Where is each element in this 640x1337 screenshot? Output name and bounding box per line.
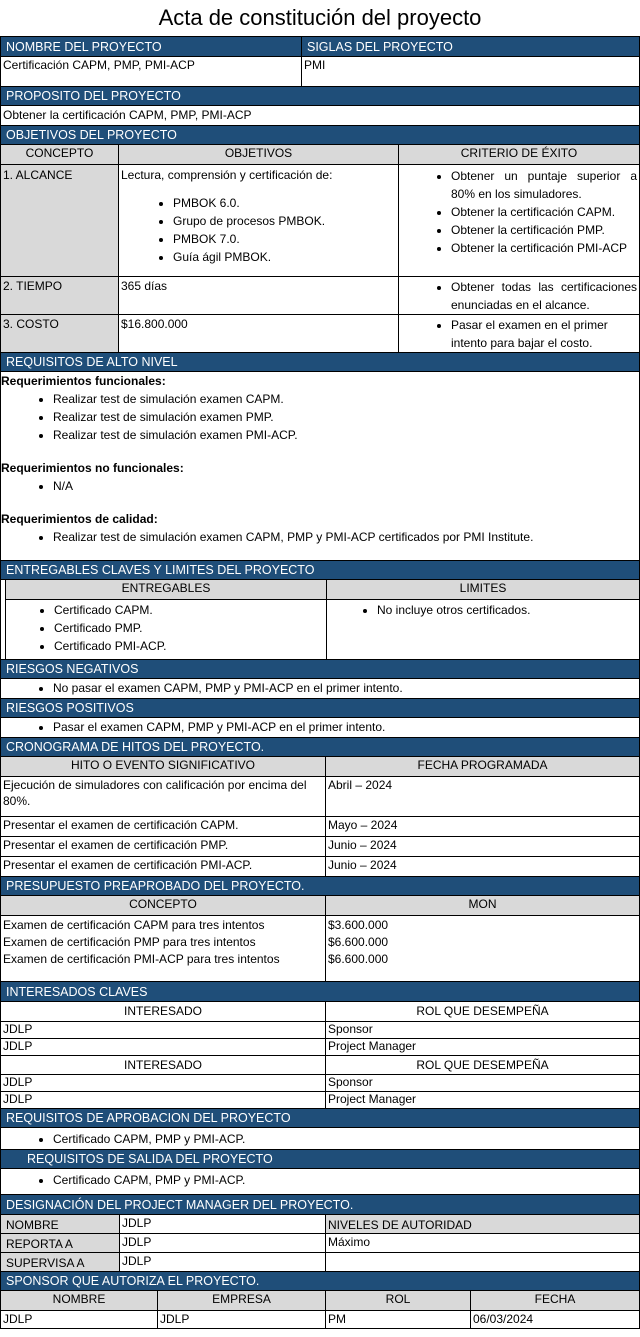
scope-objective-intro: Lectura, comprensión y certificación de:: [121, 168, 333, 182]
pm-reports-label: REPORTA A: [1, 1234, 120, 1252]
sponsor-values-row: [0, 1310, 639, 1329]
stakeholder-name: JDLP: [1, 1022, 326, 1038]
list-item: • Certificado CAPM, PMP y PMI-ACP.: [53, 1130, 639, 1148]
deliverables-header: ENTREGABLES CLAVES Y LIMITES DEL PROYECTO: [0, 560, 639, 579]
stakeholder-name: JDLP: [1, 1075, 326, 1091]
budget-col-amount: MON: [326, 896, 639, 915]
sponsor-col-company: EMPRESA: [158, 1291, 326, 1310]
objectives-col-concept: CONCEPTO: [1, 145, 119, 164]
milestone-date: Mayo – 2024: [328, 818, 398, 832]
stakeholder-name: JDLP: [1, 1039, 326, 1055]
cost-criteria-list: [401, 316, 637, 352]
objectives-col-objectives: OBJETIVOS: [119, 145, 399, 164]
deliverables-col-limits: LIMITES: [327, 580, 639, 599]
list-item: • PMBOK 7.0.: [173, 230, 396, 248]
stakeholders-col-role: ROL QUE DESEMPEÑA: [416, 1004, 549, 1018]
pm-row-supervises: [0, 1252, 639, 1271]
scope-objective: [119, 165, 399, 276]
pm-row-reports: [0, 1233, 639, 1252]
pm-authority-label: NIVELES DE AUTORIDAD: [326, 1215, 639, 1233]
nonfunctional-list: [1, 477, 639, 495]
stakeholders-col-role: ROL QUE DESEMPEÑA: [416, 1058, 549, 1072]
milestone-event: Presentar el examen de certificación CAPM.: [1, 817, 326, 836]
milestone-event: Ejecución de simuladores con calificación por encima del 80%.: [1, 777, 326, 816]
deliverables-col-items: ENTREGABLES: [6, 580, 327, 599]
list-item: • Obtener la certificación CAPM.: [451, 203, 637, 221]
purpose-text: Obtener la certificación CAPM, PMP, PMI-ACP: [0, 105, 639, 125]
list-item: • Guía ágil PMBOK.: [173, 248, 396, 266]
stakeholders-col-name: INTERESADO: [1, 1002, 326, 1021]
pm-row-name: [0, 1214, 639, 1233]
stakeholder-role: Project Manager: [328, 1092, 417, 1106]
stakeholder-role: Project Manager: [328, 1039, 417, 1053]
list-item: • Certificado CAPM, PMP y PMI-ACP.: [53, 1171, 639, 1189]
stakeholders-col-name: INTERESADO: [1, 1056, 326, 1074]
requirements-block: [0, 371, 639, 560]
quality-list: [1, 528, 639, 546]
table-row: [0, 1038, 639, 1055]
list-item: • Realizar test de simulación examen PMI-ACP.: [53, 426, 639, 444]
budget-concept: Examen de certificación PMP para tres intentos: [3, 935, 256, 949]
sponsor-col-name: NOMBRE: [1, 1291, 158, 1310]
objectives-row-scope: [0, 164, 639, 276]
budget-amount: $6.600.000: [328, 952, 389, 966]
list-item: • Obtener la certificación PMI-ACP: [451, 239, 637, 257]
time-criteria: [399, 277, 639, 314]
milestones-col-event: HITO O EVENTO SIGNIFICATIVO: [1, 757, 326, 776]
table-row: [0, 776, 639, 816]
list-item: • Obtener un puntaje superior a 80% en los simuladores.: [451, 167, 637, 203]
table-row: [0, 836, 639, 856]
deliverables-limits: [327, 600, 639, 659]
project-name: Certificación CAPM, PMP, PMI-ACP: [1, 57, 302, 86]
budget-values-row: [0, 915, 639, 981]
stakeholders-table-header: [0, 1001, 639, 1021]
scope-concept: 1. ALCANCE: [1, 165, 119, 276]
negative-risks-list: [1, 679, 639, 697]
milestone-event: Presentar el examen de certificación PMP.: [1, 837, 326, 856]
stakeholder-role: Sponsor: [328, 1075, 373, 1089]
exit-header: REQUISITOS DE SALIDA DEL PROYECTO: [0, 1149, 639, 1168]
sponsor-company: JDLP: [158, 1311, 326, 1328]
milestones-table-header: [0, 756, 639, 776]
objectives-header: OBJETIVOS DEL PROYECTO: [0, 125, 639, 144]
objectives-col-criteria: CRITERIO DE ÉXITO: [399, 145, 639, 164]
deliverables-table: [0, 579, 639, 659]
stakeholder-role: Sponsor: [328, 1022, 373, 1036]
stakeholder-name: JDLP: [1, 1092, 326, 1108]
time-concept: 2. TIEMPO: [1, 277, 119, 314]
pm-authority-empty: [326, 1253, 639, 1271]
table-row: [0, 1091, 639, 1108]
deliverables-list: [8, 601, 324, 655]
stakeholders-header: INTERESADOS CLAVES: [0, 981, 639, 1001]
exit-block: [0, 1168, 639, 1194]
sponsor-name: JDLP: [1, 1311, 158, 1328]
list-item: • Certificado CAPM.: [54, 601, 324, 619]
positive-risks-header: RIESGOS POSITIVOS: [0, 698, 639, 717]
table-row: [0, 1074, 639, 1091]
list-item: • Realizar test de simulación examen CAPM.: [53, 390, 639, 408]
quality-label: Requerimientos de calidad:: [1, 512, 158, 526]
sponsor-table-header: [0, 1290, 639, 1310]
list-item: • N/A: [53, 477, 639, 495]
exit-list: [1, 1171, 639, 1189]
list-item: • Certificado PMI-ACP.: [54, 637, 324, 655]
sponsor-date: 06/03/2024: [473, 1312, 534, 1326]
milestone-date: Junio – 2024: [328, 838, 397, 852]
budget-header: PRESUPUESTO PREAPROBADO DEL PROYECTO.: [0, 876, 639, 895]
list-item: • No pasar el examen CAPM, PMP y PMI-ACP en el primer intento.: [53, 679, 639, 697]
list-item: • Obtener la certificación PMP.: [451, 221, 637, 239]
milestones-header: CRONOGRAMA DE HITOS DEL PROYECTO.: [0, 737, 639, 756]
functional-list: [1, 390, 639, 444]
scope-objective-list: [121, 194, 396, 266]
purpose-header: PROPOSITO DEL PROYECTO: [0, 86, 639, 105]
nonfunctional-label: Requerimientos no funcionales:: [1, 461, 184, 475]
list-item: • Obtener todas las certificaciones enunciadas en el alcance.: [451, 278, 637, 314]
scope-criteria: [399, 165, 639, 276]
list-item: • PMBOK 6.0.: [173, 194, 396, 212]
pm-authority: Máximo: [328, 1235, 371, 1249]
budget-amount: $3.600.000: [328, 918, 389, 932]
milestone-date: Junio – 2024: [328, 858, 397, 872]
sponsor-role: PM: [326, 1311, 471, 1328]
budget-concept: Examen de certificación CAPM para tres intentos: [3, 918, 265, 932]
table-row: [0, 1021, 639, 1038]
objectives-table-header: [0, 144, 639, 164]
charter-sheet: [0, 36, 640, 1329]
list-item: • No incluye otros certificados.: [377, 601, 637, 619]
sponsor-header: SPONSOR QUE AUTORIZA EL PROYECTO.: [0, 1271, 639, 1290]
negative-risks-block: [0, 678, 639, 698]
negative-risks-header: RIESGOS NEGATIVOS: [0, 659, 639, 678]
list-item: • Pasar el examen en el primer intento para bajar el costo.: [451, 316, 637, 352]
budget-concept: Examen de certificación PMI-ACP para tres intentos: [3, 952, 280, 966]
list-item: • Grupo de procesos PMBOK.: [173, 212, 396, 230]
budget-table-header: [0, 895, 639, 915]
deliverables-items: [6, 600, 327, 659]
budget-concepts: [1, 916, 326, 981]
cost-criteria: [399, 315, 639, 352]
pm-name-label: NOMBRE: [1, 1215, 120, 1233]
milestone-event: Presentar el examen de certificación PMI-ACP.: [1, 857, 326, 876]
budget-col-concept: CONCEPTO: [1, 896, 326, 915]
sponsor-col-date: FECHA: [471, 1291, 639, 1310]
list-item: • Certificado PMP.: [54, 619, 324, 637]
scope-criteria-list: [401, 167, 637, 257]
project-acronym: PMI: [304, 58, 326, 72]
document-title: Acta de constitución del proyecto: [158, 5, 482, 30]
time-objective: 365 días: [119, 277, 399, 314]
objectives-row-time: [0, 276, 639, 314]
project-values-row: [0, 56, 639, 86]
table-row: [0, 856, 639, 876]
sponsor-col-role: ROL: [326, 1291, 471, 1310]
time-criteria-list: [401, 278, 637, 314]
pm-header: DESIGNACIÓN DEL PROJECT MANAGER DEL PROYECTO.: [0, 1194, 639, 1214]
table-row: [0, 816, 639, 836]
milestones-col-date: FECHA PROGRAMADA: [326, 757, 639, 776]
budget-amount: $6.600.000: [328, 935, 389, 949]
milestone-date: Abril – 2024: [328, 778, 393, 792]
positive-risks-block: [0, 717, 639, 737]
project-name-label: NOMBRE DEL PROYECTO: [1, 37, 302, 56]
cost-concept: 3. COSTO: [1, 315, 119, 352]
positive-risks-list: [1, 718, 639, 736]
pm-supervises-label: SUPERVISA A: [1, 1253, 120, 1271]
project-header-row: [0, 36, 639, 56]
pm-reports: JDLP: [120, 1234, 326, 1252]
project-acronym-label: SIGLAS DEL PROYECTO: [307, 40, 453, 54]
list-item: • Pasar el examen CAPM, PMP y PMI-ACP en el primer intento.: [53, 718, 639, 736]
requirements-header: REQUISITOS DE ALTO NIVEL: [0, 352, 639, 371]
approval-block: [0, 1127, 639, 1149]
list-item: • Realizar test de simulación examen CAPM, PMP y PMI-ACP certificados por PMI Institute.: [53, 528, 639, 546]
budget-amounts: [326, 916, 639, 981]
objectives-row-cost: [0, 314, 639, 352]
pm-supervises: JDLP: [120, 1253, 326, 1271]
approval-header: REQUISITOS DE APROBACION DEL PROYECTO: [0, 1108, 639, 1127]
limits-list: [329, 601, 637, 619]
stakeholders-table-header-2: [0, 1055, 639, 1074]
list-item: • Realizar test de simulación examen PMP.: [53, 408, 639, 426]
deliverables-values-row: [5, 599, 639, 659]
cost-objective: $16.800.000: [119, 315, 399, 352]
functional-label: Requerimientos funcionales:: [1, 374, 166, 388]
approval-list: [1, 1130, 639, 1148]
deliverables-table-header: [5, 580, 639, 599]
pm-name: JDLP: [120, 1215, 326, 1233]
